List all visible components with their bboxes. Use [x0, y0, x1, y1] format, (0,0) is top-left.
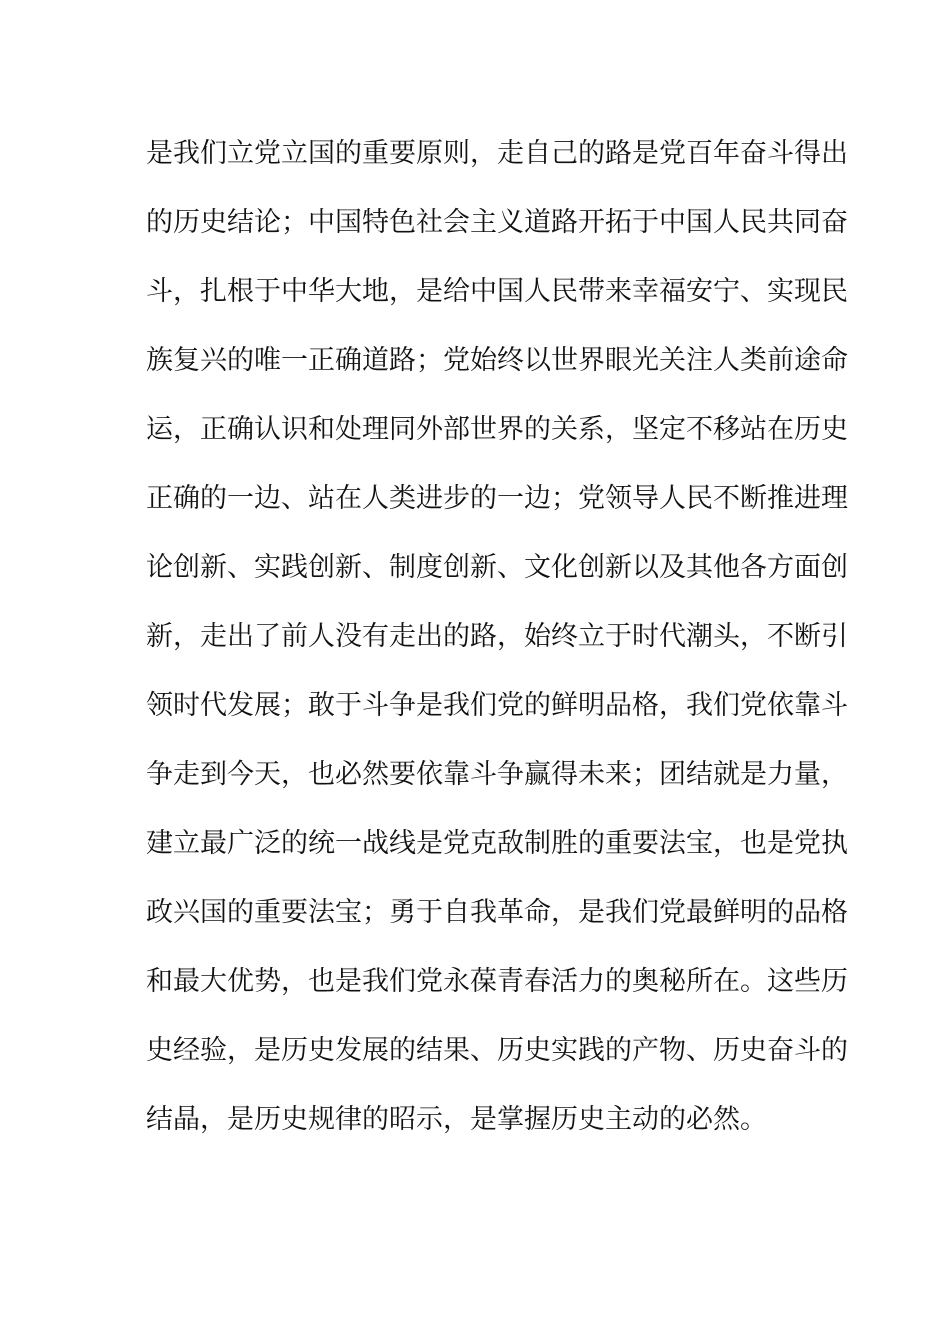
paragraph-line-2: 的历史结论；中国特色社会主义道路开拓于中国人民共同奋 [146, 207, 848, 238]
paragraph-line-15: 结晶，是历史规律的昭示，是掌握历史主动的必然。 [146, 1104, 767, 1135]
paragraph-line-5: 运，正确认识和处理同外部世界的关系，坚定不移站在历史 [146, 414, 848, 445]
paragraph-line-8: 新，走出了前人没有走出的路，始终立于时代潮头，不断引 [146, 621, 848, 652]
paragraph-line-10: 争走到今天，也必然要依靠斗争赢得未来；团结就是力量， [146, 759, 848, 790]
paragraph-line-9: 领时代发展；敢于斗争是我们党的鲜明品格，我们党依靠斗 [146, 690, 848, 721]
paragraph-line-3: 斗，扎根于中华大地，是给中国人民带来幸福安宁、实现民 [146, 276, 848, 307]
paragraph-line-12: 政兴国的重要法宝；勇于自我革命，是我们党最鲜明的品格 [146, 897, 848, 928]
paragraph-line-11: 建立最广泛的统一战线是党克敌制胜的重要法宝，也是党执 [146, 828, 848, 859]
paragraph-line-6: 正确的一边、站在人类进步的一边；党领导人民不断推进理 [146, 483, 848, 514]
paragraph-line-1: 是我们立党立国的重要原则，走自己的路是党百年奋斗得出 [146, 138, 848, 169]
body-paragraph [146, 132, 848, 1167]
paragraph-line-13: 和最大优势，也是我们党永葆青春活力的奥秘所在。这些历 [146, 966, 848, 997]
paragraph-line-14: 史经验，是历史发展的结果、历史实践的产物、历史奋斗的 [146, 1035, 848, 1066]
paragraph-line-4: 族复兴的唯一正确道路；党始终以世界眼光关注人类前途命 [146, 345, 848, 376]
paragraph-line-7: 论创新、实践创新、制度创新、文化创新以及其他各方面创 [146, 552, 848, 583]
